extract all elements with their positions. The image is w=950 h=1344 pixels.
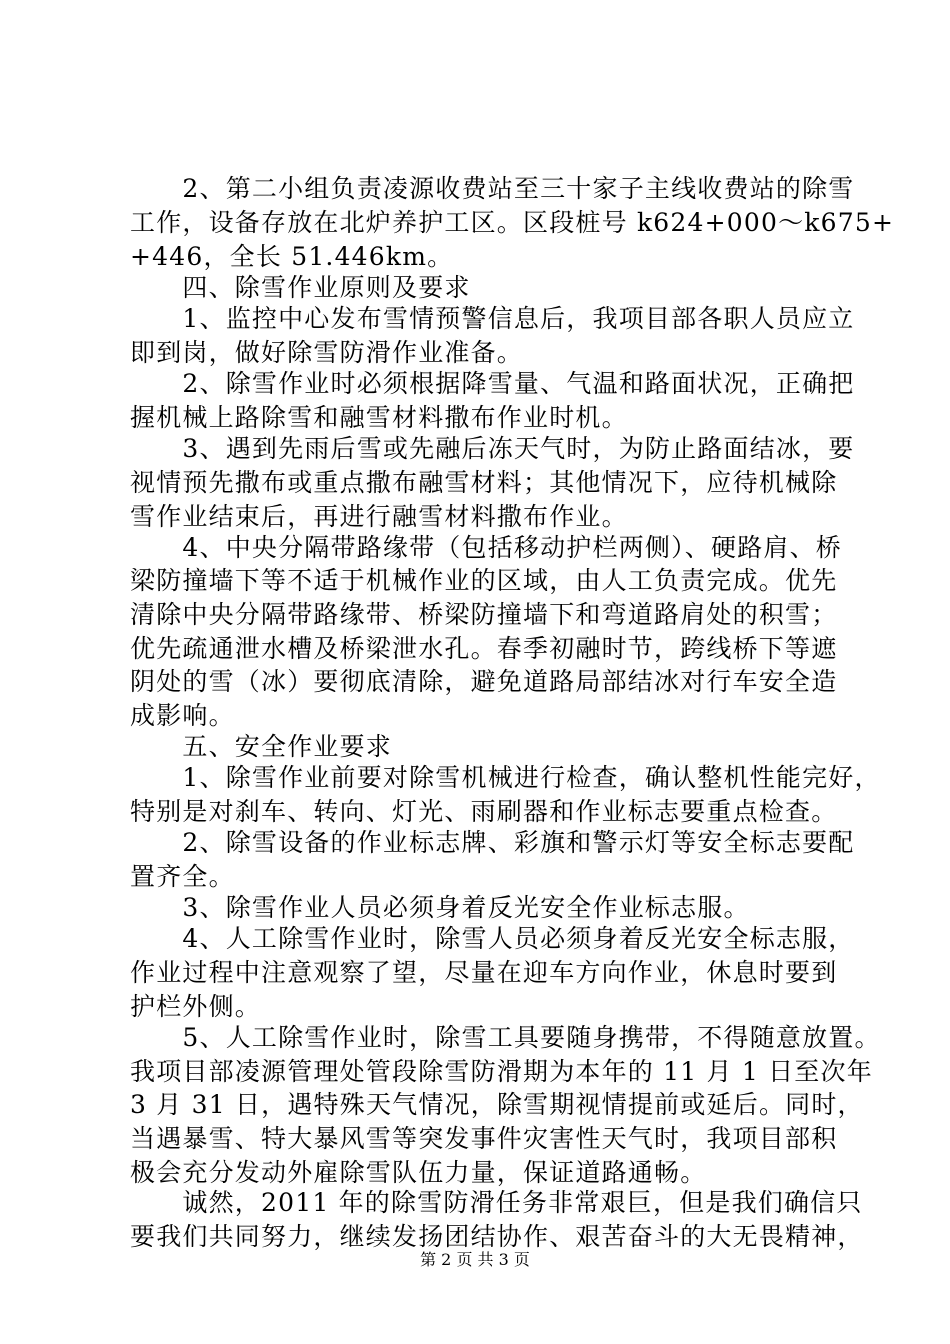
- page-number: 第 2 页 共 3 页: [420, 1250, 530, 1269]
- text-line: 优先疏通泄水槽及桥梁泄水孔。春季初融时节，跨线桥下等遮: [130, 634, 838, 663]
- text-line: 护栏外侧。: [130, 992, 262, 1021]
- text-line: 2、第二小组负责凌源收费站至三十家子主线收费站的除雪: [130, 174, 855, 203]
- text-line: 清除中央分隔带路缘带、桥梁防撞墙下和弯道路肩处的积雪；: [130, 600, 838, 629]
- text-line: 1、除雪作业前要对除雪机械进行检查，确认整机性能完好，: [130, 763, 881, 792]
- text-line: 作业过程中注意观察了望，尽量在迎车方向作业，休息时要到: [130, 958, 838, 987]
- text-line: +446，全长 51.446km。: [130, 242, 454, 271]
- text-line: 3、除雪作业人员必须身着反光安全作业标志服。: [130, 893, 750, 922]
- text-line: 当遇暴雪、特大暴风雪等突发事件灾害性天气时，我项目部积: [130, 1124, 838, 1153]
- text-line: 2、除雪作业时必须根据降雪量、气温和路面状况，正确把: [130, 369, 855, 398]
- text-line: 5、人工除雪作业时，除雪工具要随身携带，不得随意放置。: [130, 1023, 881, 1052]
- text-line: 4、中央分隔带路缘带（包括移动护栏两侧）、硬路肩、桥: [130, 533, 843, 562]
- text-line: 要我们共同努力，继续发扬团结协作、艰苦奋斗的大无畏精神，: [130, 1222, 864, 1251]
- text-line: 置齐全。: [130, 862, 235, 891]
- text-line: 4、人工除雪作业时，除雪人员必须身着反光安全标志服，: [130, 924, 855, 953]
- text-line: 3、遇到先雨后雪或先融后冻天气时，为防止路面结冰，要: [130, 434, 855, 463]
- text-line: 极会充分发动外雇除雪队伍力量，保证道路通畅。: [130, 1158, 707, 1187]
- section-heading: 四、除雪作业原则及要求: [130, 273, 471, 302]
- text-line: 即到岗，做好除雪防滑作业准备。: [130, 338, 524, 367]
- text-line: 阴处的雪（冰）要彻底清除，避免道路局部结冰对行车安全造: [130, 667, 838, 696]
- text-line: 1、监控中心发布雪情预警信息后，我项目部各职人员应立: [130, 304, 855, 333]
- text-line: 3 月 31 日，遇特殊天气情况，除雪期视情提前或延后。同时，: [130, 1090, 864, 1119]
- text-line: 握机械上路除雪和融雪材料撒布作业时机。: [130, 403, 628, 432]
- text-line: 视情预先撒布或重点撒布融雪材料；其他情况下，应待机械除: [130, 468, 838, 497]
- text-line: 特别是对刹车、转向、灯光、雨刷器和作业标志要重点检查。: [130, 797, 838, 826]
- section-heading: 五、安全作业要求: [130, 732, 393, 761]
- text-line: 工作，设备存放在北炉养护工区。区段桩号 k624+000～k675+: [130, 208, 895, 237]
- text-line: 2、除雪设备的作业标志牌、彩旗和警示灯等安全标志要配: [130, 828, 855, 857]
- text-line: 梁防撞墙下等不适于机械作业的区域，由人工负责完成。优先: [130, 566, 838, 595]
- text-line: 成影响。: [130, 701, 235, 730]
- text-line: 雪作业结束后，再进行融雪材料撒布作业。: [130, 502, 628, 531]
- text-line: 我项目部凌源管理处管段除雪防滑期为本年的 11 月 1 日至次年: [130, 1057, 873, 1086]
- text-line: 诚然，2011 年的除雪防滑任务非常艰巨，但是我们确信只: [130, 1188, 863, 1217]
